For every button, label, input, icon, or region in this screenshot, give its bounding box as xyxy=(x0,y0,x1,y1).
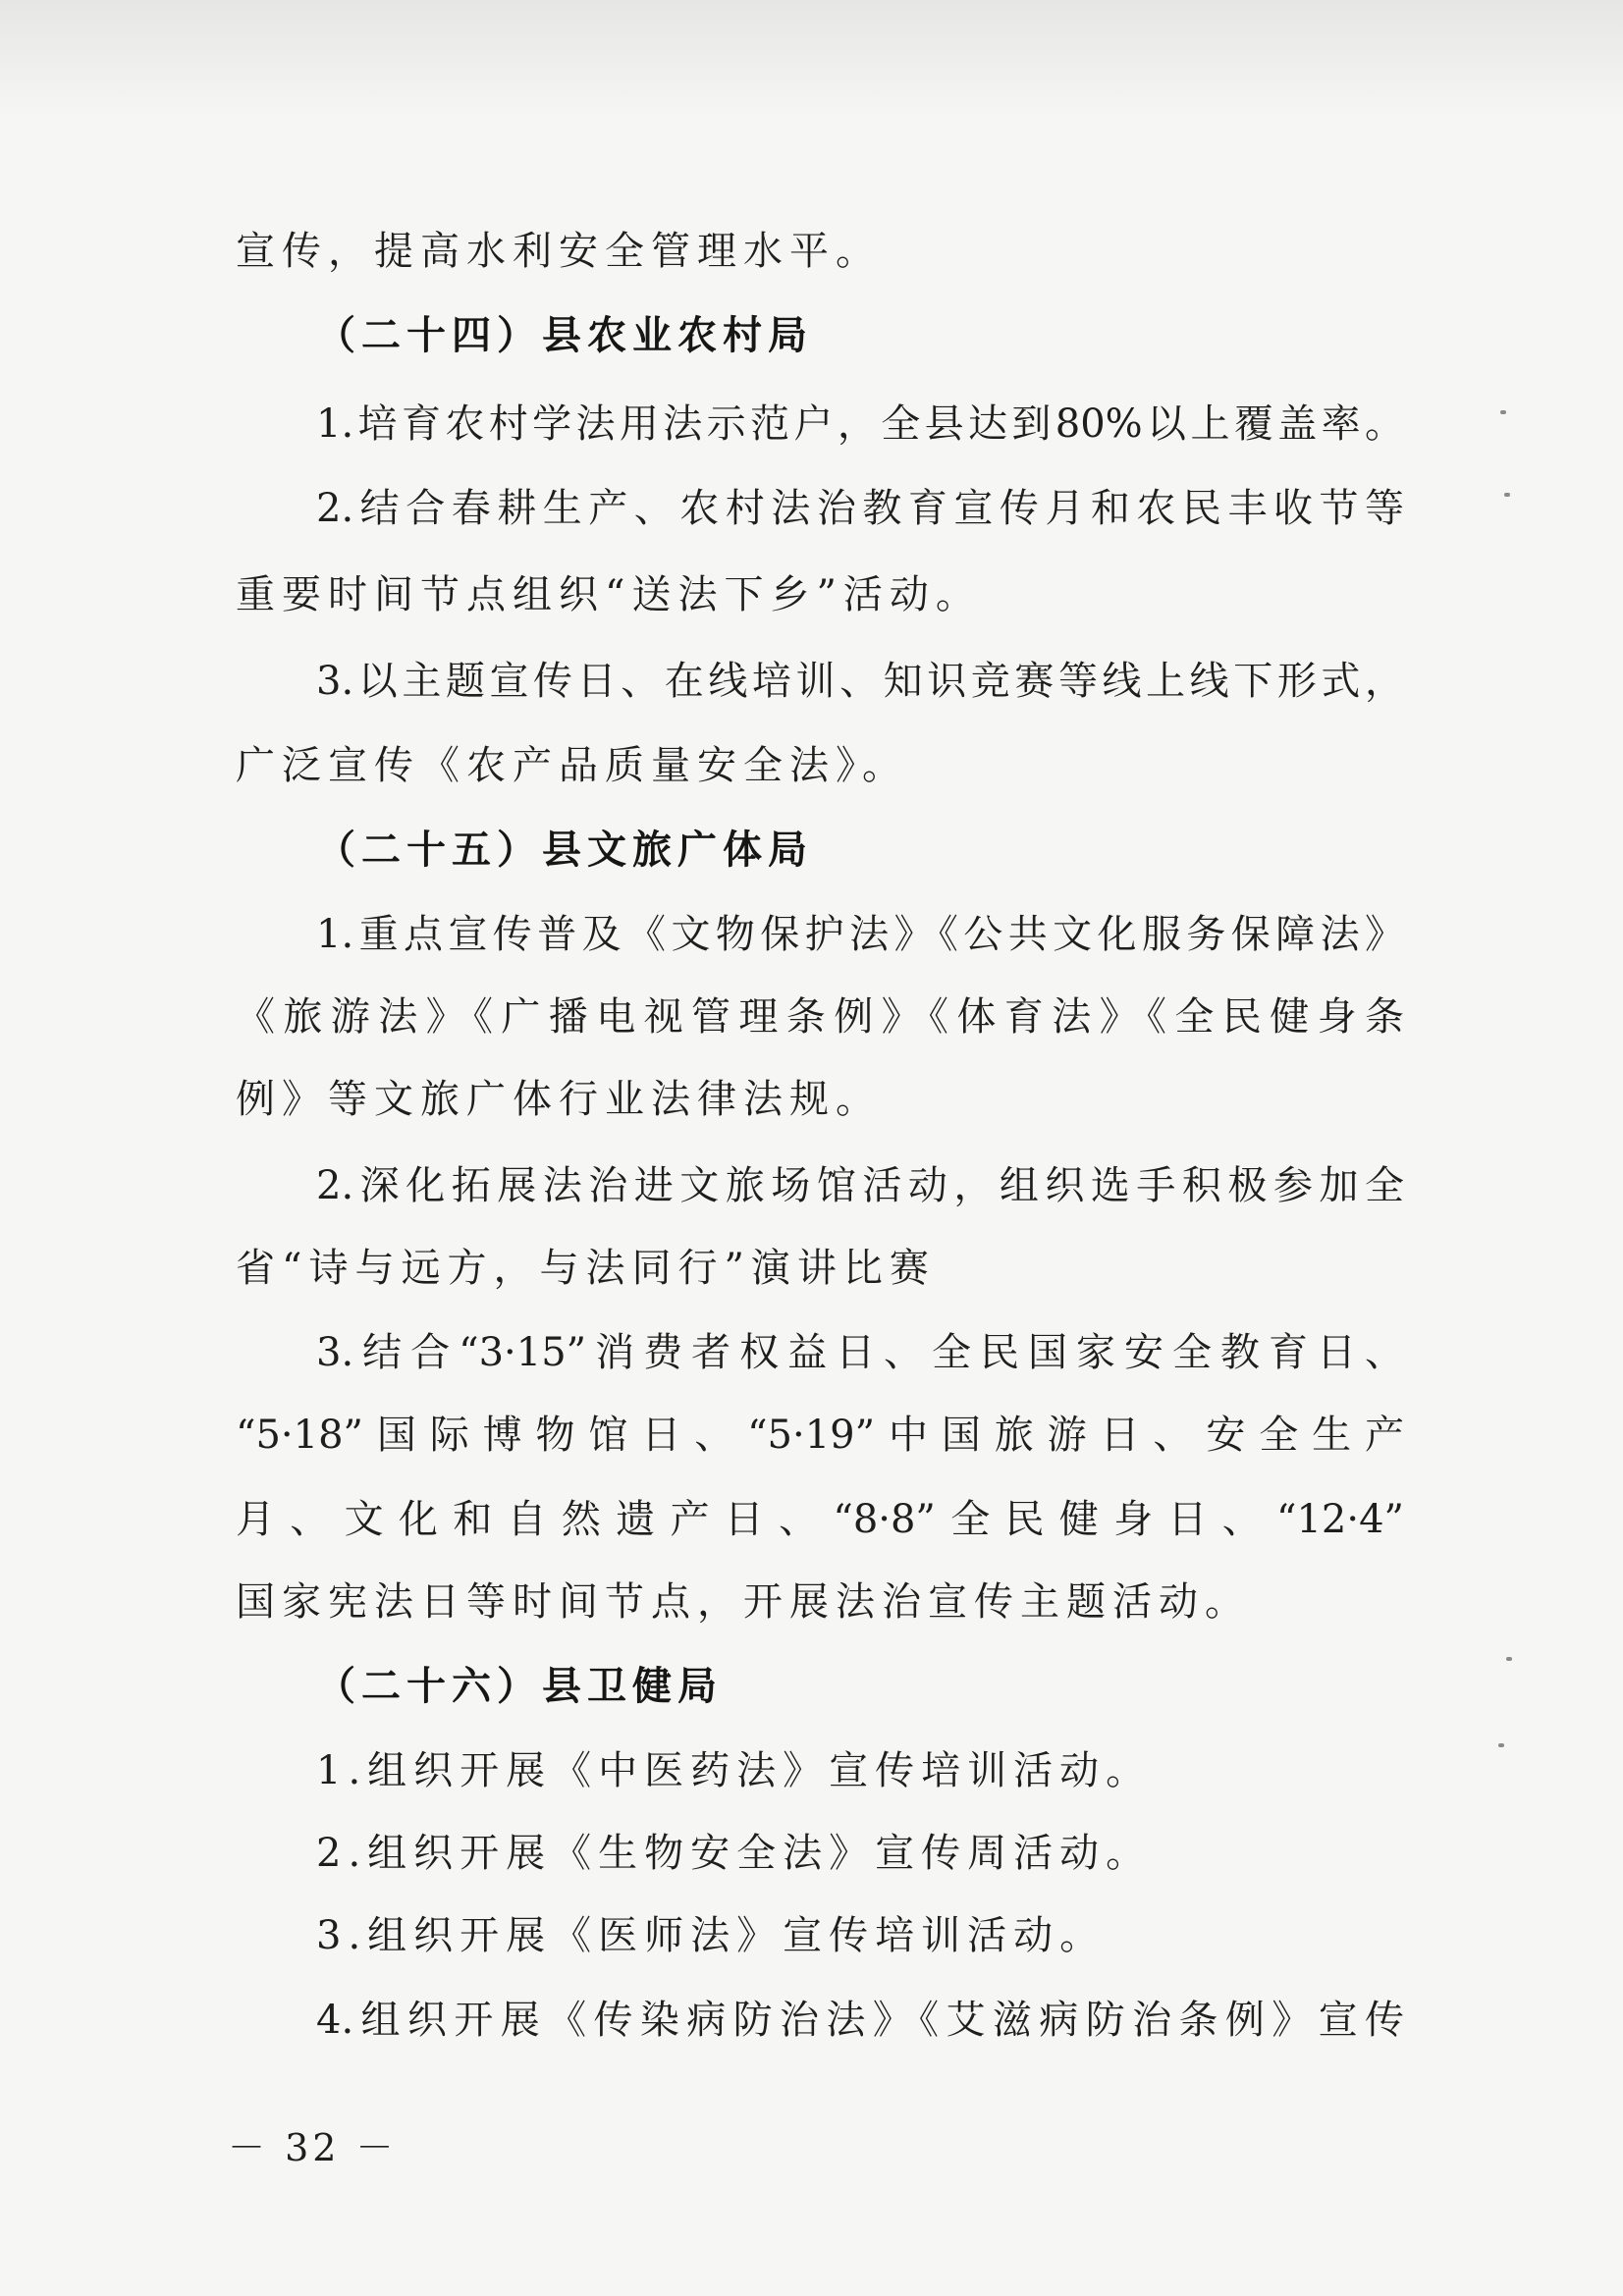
item-25-1: 1.重点宣传普及《文物保护法》《公共文化服务保障法》 xyxy=(316,912,1404,957)
item-25-3-cont2: 月、文化和自然遗产日、“8·8”全民健身日、“12·4” xyxy=(236,1497,1404,1542)
item-26-2: 2.组织开展《生物安全法》宣传周活动。 xyxy=(316,1831,1153,1876)
item-25-1-cont: 《旅游法》《广播电视管理条例》《体育法》《全民健身条 xyxy=(236,994,1404,1040)
text-line-continuation: 宣传，提高水利安全管理水平。 xyxy=(236,229,882,274)
scan-shading xyxy=(0,0,1623,118)
item-24-2-cont: 重要时间节点组织“送法下乡”活动。 xyxy=(236,572,982,617)
item-25-3: 3.结合“3·15”消费者权益日、全民国家安全教育日、 xyxy=(316,1330,1404,1375)
item-26-1: 1.组织开展《中医药法》宣传培训活动。 xyxy=(316,1748,1153,1793)
item-24-1: 1.培育农村学法用法示范户，全县达到80%以上覆盖率。 xyxy=(316,401,1404,447)
section-heading-26: （二十六）县卫健局 xyxy=(316,1664,723,1709)
item-26-4: 4.组织开展《传染病防治法》《艾滋病防治条例》宣传 xyxy=(316,1998,1404,2043)
scan-speck xyxy=(1500,410,1506,414)
item-24-3: 3.以主题宣传日、在线培训、知识竞赛等线上线下形式， xyxy=(316,659,1404,704)
page-number: － 32 － xyxy=(228,2126,398,2169)
item-25-3-cont: “5·18”国际博物馆日、“5·19”中国旅游日、安全生产 xyxy=(236,1413,1404,1458)
scan-speck xyxy=(1498,1743,1504,1747)
item-25-2: 2.深化拓展法治进文旅场馆活动，组织选手积极参加全 xyxy=(316,1163,1404,1208)
scan-speck xyxy=(1506,1657,1512,1661)
section-heading-25: （二十五）县文旅广体局 xyxy=(316,828,813,873)
scan-speck xyxy=(1504,493,1510,497)
item-25-1-cont2: 例》等文旅广体行业法律法规。 xyxy=(236,1077,882,1122)
item-25-3-cont3: 国家宪法日等时间节点，开展法治宣传主题活动。 xyxy=(236,1579,1251,1625)
item-26-3: 3.组织开展《医师法》宣传培训活动。 xyxy=(316,1913,1107,1958)
item-24-2: 2.结合春耕生产、农村法治教育宣传月和农民丰收节等 xyxy=(316,486,1404,531)
section-heading-24: （二十四）县农业农村局 xyxy=(316,313,813,358)
item-24-3-cont: 广泛宣传《农产品质量安全法》。 xyxy=(236,743,908,788)
item-25-2-cont: 省“诗与远方，与法同行”演讲比赛 xyxy=(236,1246,936,1291)
